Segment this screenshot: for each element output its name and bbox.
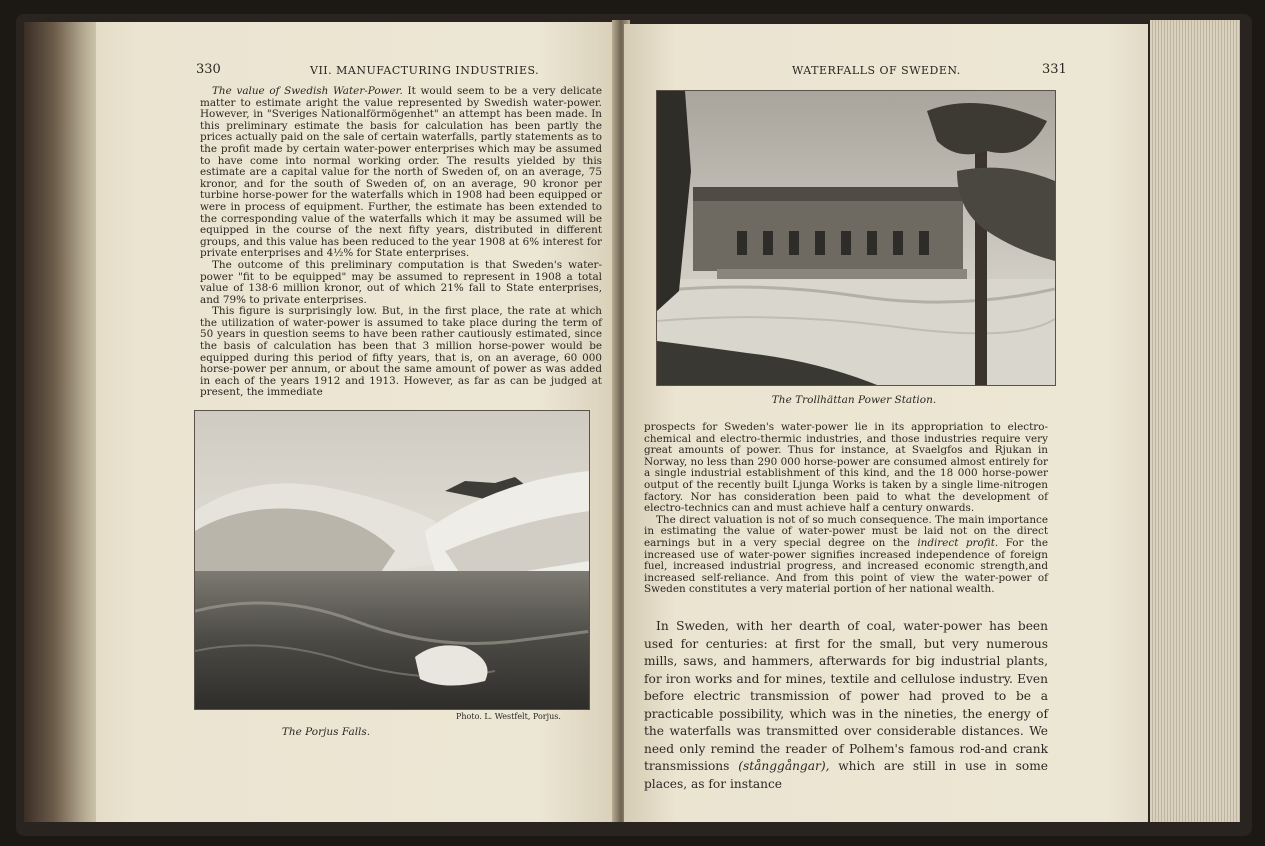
right-running-head: WATERFALLS OF SWEDEN.	[792, 64, 961, 77]
left-page-number: 330	[196, 62, 221, 77]
porjus-falls-image	[195, 411, 589, 709]
right-para-1: prospects for Sweden's water-power lie in its appropriation to electro-chemical and electro-thermic industries, and those industries require very great amounts of power. Thus for instance, at Svaelgfos and Rjukan in Norway, no less than 290 000 horse-power are consumed almost entirely for a single industrial establishment of this kind, and the 18 000 horse-power output of the recently built Ljunga Works is taken by a single lime-nitrogen factory. Nor has consideration been paid to what the development of electro-technics can and must achieve half a century onwards.	[644, 421, 1048, 515]
porjus-photo-credit: Photo. L. Westfelt, Porjus.	[456, 712, 561, 721]
indirect-profit-text: indirect profit.	[917, 536, 999, 549]
left-body-text	[200, 86, 602, 399]
right-body-text	[644, 422, 1048, 596]
left-page	[96, 22, 616, 822]
right-page-number: 331	[1042, 62, 1067, 77]
right-para-3a: In Sweden, with her dearth of coal, water-power has been used for centuries: at first for the small, but very numerous mills, saws, and hammers, afterwards for big industrial plants, for iron works and for mines, textile and cellulose industry. Even before electric transmission of power had proved to be a practicable possibility, which was in the nineties, the energy of the waterfalls was transmitted over considerable distances. We need only remind the reader of Polhem's famous rod-and crank transmissions	[644, 619, 1048, 773]
left-para-3: This figure is surprisingly low. But, in the first place, the rate at which the utilization of water-power is assumed to take place during the term of 50 years in question seems to have been rather cautiously estimated, since the basis of calculation has been that 3 million horse-power would be equipped during this period of fifty years, that is, on an average, 60 000 horse-power per annum, or about the same amount of power as was added in each of the years 1912 and 1913. However, as far as can be judged at present, the immediate	[200, 305, 602, 399]
porjus-caption: The Porjus Falls.	[281, 726, 371, 738]
book-cover-edge-left	[24, 22, 98, 822]
left-running-head: VII. MANUFACTURING INDUSTRIES.	[310, 64, 540, 77]
left-para-2: The outcome of this preliminary computation is that Sweden's water-power "fit to be equipped" may be assumed to represent in 1908 a total value of 138·6 million kronor, out of which 21% fall to State enterprises, and 79% to private enterprises.	[200, 258, 602, 306]
right-para-2a: The direct valuation is not of so much consequence. The main importance in estimating the value of water-power must be laid not on the direct earnings but in a very special degree on the	[644, 513, 1048, 549]
trollhattan-image	[657, 91, 1055, 385]
right-body-text-large	[644, 618, 1048, 793]
porjus-falls-photo	[194, 410, 590, 710]
section-title: The value of Swedish Water-Power.	[212, 85, 403, 97]
stanggangar-text: (stånggångar),	[738, 759, 830, 773]
right-para-2	[644, 515, 1048, 596]
right-para-3b: which are still in use in some places, as for instance	[644, 759, 1049, 791]
right-page	[624, 24, 1148, 822]
left-para-1: It would seem to be a very delicate matter to estimate aright the value represented by Swedish water-power. However, in "Sveriges Nationalförmögenhet" an attempt has been made. In this preliminary estimate the basis for calculation has been partly the prices actually paid on the sale of certain waterfalls, partly statements as to the profit made by certain water-power enterprises which may be assumed to have come into normal working order. The results yielded by this estimate are a capital value for the north of Sweden of, on an average, 75 kronor, and for the south of Sweden of, on an average, 90 kronor per turbine horse-power for the waterfalls which in 1908 had been equipped or were in process of equipment. Further, the estimate has been extended to the corresponding value of the waterfalls which it may be assumed will be equipped in the course of the next fifty years, distributed in different groups, and this value has been reduced to the year 1908 at 6% interest for private enterprises and 4½% for State enterprises.	[200, 85, 602, 260]
trollhattan-photo	[656, 90, 1056, 386]
page-edges-right	[1150, 20, 1240, 822]
right-para-2b: For the increased use of water-power signifies increased independence of foreign fuel, increased industrial progress, and increased economic strength,and increased self-reliance. And from this point of view the water-power of Sweden constitutes a very material portion of her national wealth.	[644, 536, 1049, 596]
trollhattan-caption: The Trollhättan Power Station.	[771, 394, 937, 406]
